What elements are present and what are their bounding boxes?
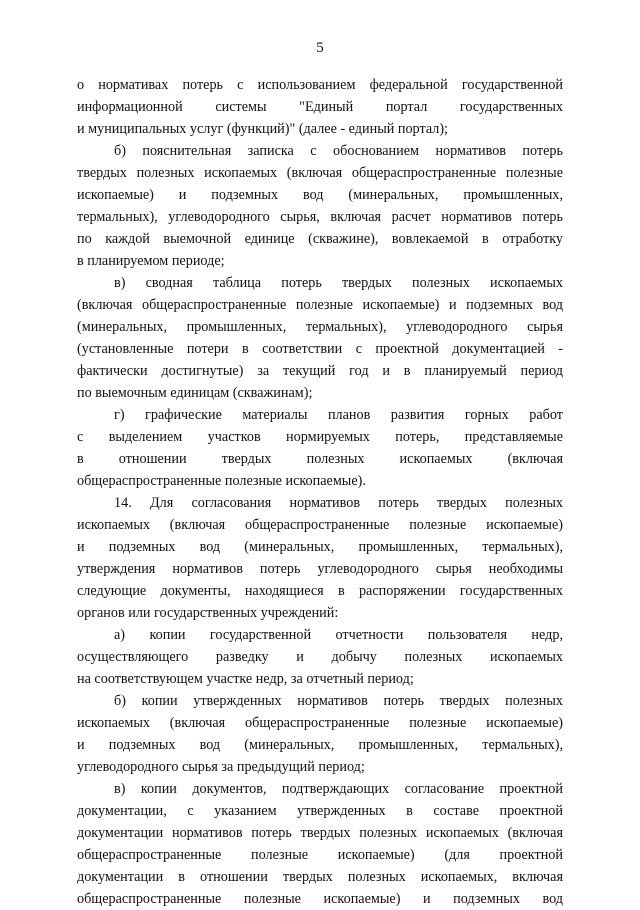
- text-line: документации нормативов потерь твердых полезных ископаемых (включая: [77, 825, 563, 841]
- text-line: б) пояснительная записка с обоснованием нормативов потерь: [114, 143, 563, 159]
- text-line: в) копии документов, подтверждающих согласование проектной: [114, 781, 563, 797]
- text-line: информационной системы "Единый портал государственных: [77, 99, 563, 115]
- text-line: б) копии утвержденных нормативов потерь твердых полезных: [114, 693, 563, 709]
- text-line: в планируемом периоде;: [77, 253, 225, 269]
- text-line: документации в отношении твердых полезных ископаемых, включая: [77, 869, 563, 885]
- text-line: общераспространенные полезные ископаемые).: [77, 473, 366, 489]
- text-line: а) копии государственной отчетности пользователя недр,: [114, 627, 563, 643]
- text-line: о нормативах потерь с использованием федеральной государственной: [77, 77, 563, 93]
- text-line: с выделением участков нормируемых потерь, представляемые: [77, 429, 563, 445]
- text-line: в отношении твердых полезных ископаемых (включая: [77, 451, 563, 467]
- text-line: на соответствующем участке недр, за отчетный период;: [77, 671, 414, 687]
- text-line: твердых полезных ископаемых (включая общераспространенные полезные: [77, 165, 563, 181]
- text-line: (минеральных, промышленных, термальных), углеводородного сырья: [77, 319, 563, 335]
- text-line: по каждой выемочной единице (скважине), вовлекаемой в отработку: [77, 231, 563, 247]
- text-line: в) сводная таблица потерь твердых полезных ископаемых: [114, 275, 563, 291]
- text-line: ископаемые) и подземных вод (минеральных, промышленных,: [77, 187, 563, 203]
- text-line: общераспространенные полезные ископаемые) (для проектной: [77, 847, 563, 863]
- page-number: 5: [316, 40, 324, 56]
- text-line: ископаемых (включая общераспространенные полезные ископаемые): [77, 517, 563, 533]
- text-line: по выемочным единицам (скважинам);: [77, 385, 313, 401]
- text-line: утверждения нормативов потерь углеводородного сырья необходимы: [77, 561, 563, 577]
- text-line: и подземных вод (минеральных, промышленных, термальных),: [77, 737, 563, 753]
- text-line: 14. Для согласования нормативов потерь твердых полезных: [114, 495, 563, 511]
- document-body: [77, 74, 563, 910]
- text-line: ископаемых (включая общераспространенные полезные ископаемые): [77, 715, 563, 731]
- text-line: фактически достигнутые) за текущий год и в планируемый период: [77, 363, 563, 379]
- text-line: и муниципальных услуг (функций)" (далее - единый портал);: [77, 121, 449, 137]
- text-line: осуществляющего разведку и добычу полезных ископаемых: [77, 649, 563, 665]
- text-line: г) графические материалы планов развития горных работ: [114, 407, 563, 423]
- text-line: (установленные потери в соответствии с проектной документацией -: [77, 341, 563, 357]
- text-line: документации, с указанием утвержденных в составе проектной: [77, 803, 563, 819]
- text-line: органов или государственных учреждений:: [77, 605, 339, 621]
- text-line: следующие документы, находящиеся в распоряжении государственных: [77, 583, 563, 599]
- text-line: общераспространенные полезные ископаемые) и подземных вод: [77, 891, 563, 907]
- text-line: термальных), углеводородного сырья, включая расчет нормативов потерь: [77, 209, 563, 225]
- text-line: и подземных вод (минеральных, промышленных, термальных),: [77, 539, 563, 555]
- text-line: (включая общераспространенные полезные ископаемые) и подземных вод: [77, 297, 563, 313]
- text-line: углеводородного сырья за предыдущий период;: [77, 759, 365, 775]
